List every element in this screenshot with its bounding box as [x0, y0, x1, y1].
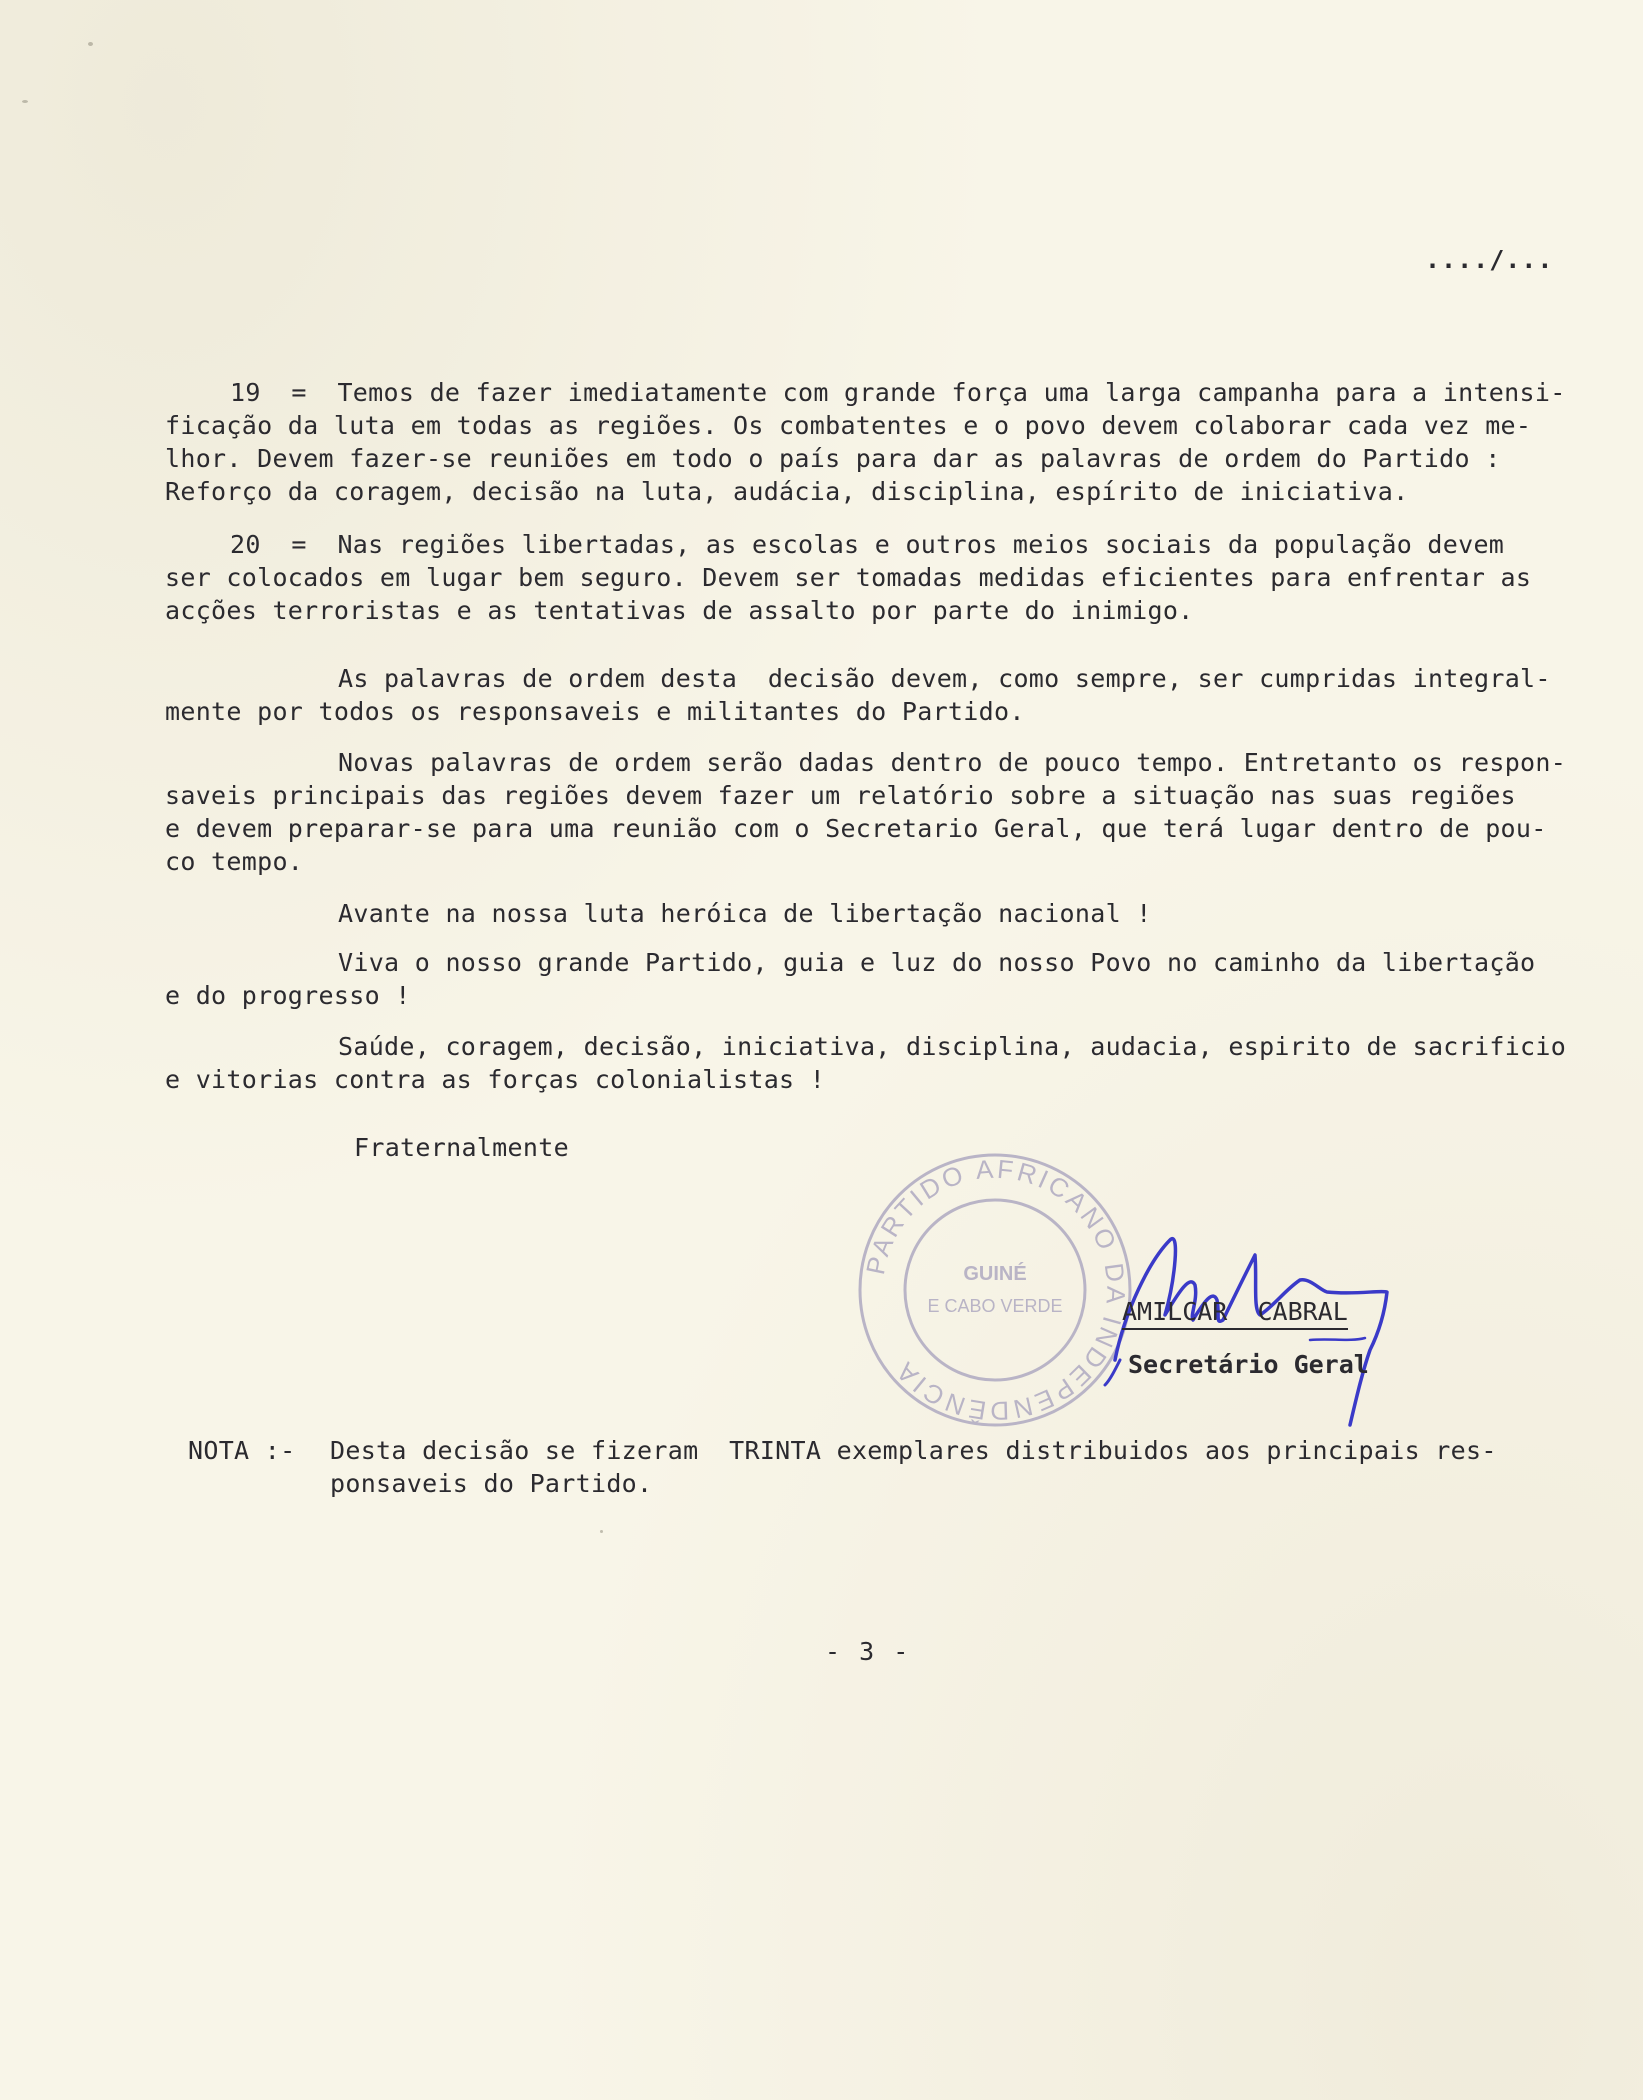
paragraph-new-orders-line-3: e devem preparar-se para uma reunião com o Secretario Geral, que terá lugar dentro de pou- — [165, 814, 1547, 843]
note-label: NOTA :- — [188, 1436, 296, 1465]
note-line-1: Desta decisão se fizeram TRINTA exemplares distribuidos aos principais res- — [330, 1436, 1497, 1465]
paragraph-19-line-4: Reforço da coragem, decisão na luta, audácia, disciplina, espírito de iniciativa. — [165, 477, 1409, 506]
closing-text: Fraternalmente — [354, 1133, 569, 1162]
stamp-center-line-2: E CABO VERDE — [927, 1296, 1063, 1316]
party-stamp — [855, 1150, 1135, 1430]
paragraph-new-orders-line-4: co tempo. — [165, 847, 304, 876]
note-line-2: ponsaveis do Partido. — [330, 1469, 653, 1498]
continuation-mark: ..../... — [1425, 245, 1554, 274]
paragraph-19-line-1: 19 = Temos de fazer imediatamente com grande força uma larga campanha para a intensi- — [230, 378, 1566, 407]
paragraph-new-orders-line-2: saveis principais das regiões devem fazer um relatório sobre a situação nas suas regiões — [165, 781, 1516, 810]
stamp-center-line-1: GUINÉ — [963, 1263, 1027, 1285]
signatory-title: Secretário Geral — [1128, 1350, 1369, 1379]
paragraph-avante-line-1: Avante na nossa luta heróica de libertação nacional ! — [338, 899, 1152, 928]
paragraph-saude-line-2: e vitorias contra as forças colonialistas ! — [165, 1065, 826, 1094]
stamp-ring-text: PARTIDO AFRICANO DA INDEPENDÊNCIA — [860, 1153, 1132, 1427]
paragraph-19-line-2: ficação da luta em todas as regiões. Os combatentes e o povo devem colaborar cada vez me- — [165, 411, 1532, 440]
paragraph-new-orders-line-1: Novas palavras de ordem serão dadas dentro de pouco tempo. Entretanto os respon- — [338, 748, 1567, 777]
page-number: - 3 - — [825, 1637, 911, 1666]
paragraph-saude-line-1: Saúde, coragem, decisão, iniciativa, disciplina, audacia, espirito de sacrificio — [338, 1032, 1567, 1061]
paragraph-viva-line-2: e do progresso ! — [165, 981, 411, 1010]
paragraph-20-line-1: 20 = Nas regiões libertadas, as escolas e outros meios sociais da população devem — [230, 530, 1505, 559]
paragraph-19-line-3: lhor. Devem fazer-se reuniões em todo o país para dar as palavras de ordem do Partido : — [165, 444, 1501, 473]
paragraph-orders-line-2: mente por todos os responsaveis e militantes do Partido. — [165, 697, 1025, 726]
signatory-name: AMILCAR CABRAL — [1122, 1297, 1348, 1330]
paragraph-20-line-3: acções terroristas e as tentativas de assalto por parte do inimigo. — [165, 596, 1194, 625]
paragraph-orders-line-1: As palavras de ordem desta decisão devem, como sempre, ser cumpridas integral- — [338, 664, 1551, 693]
paper-speck — [88, 42, 93, 46]
paper-speck — [600, 1530, 603, 1533]
paper-speck — [22, 100, 28, 103]
paragraph-20-line-2: ser colocados em lugar bem seguro. Devem ser tomadas medidas eficientes para enfrentar as — [165, 563, 1532, 592]
paragraph-viva-line-1: Viva o nosso grande Partido, guia e luz do nosso Povo no caminho da libertação — [338, 948, 1536, 977]
handwritten-signature — [1095, 1220, 1395, 1440]
